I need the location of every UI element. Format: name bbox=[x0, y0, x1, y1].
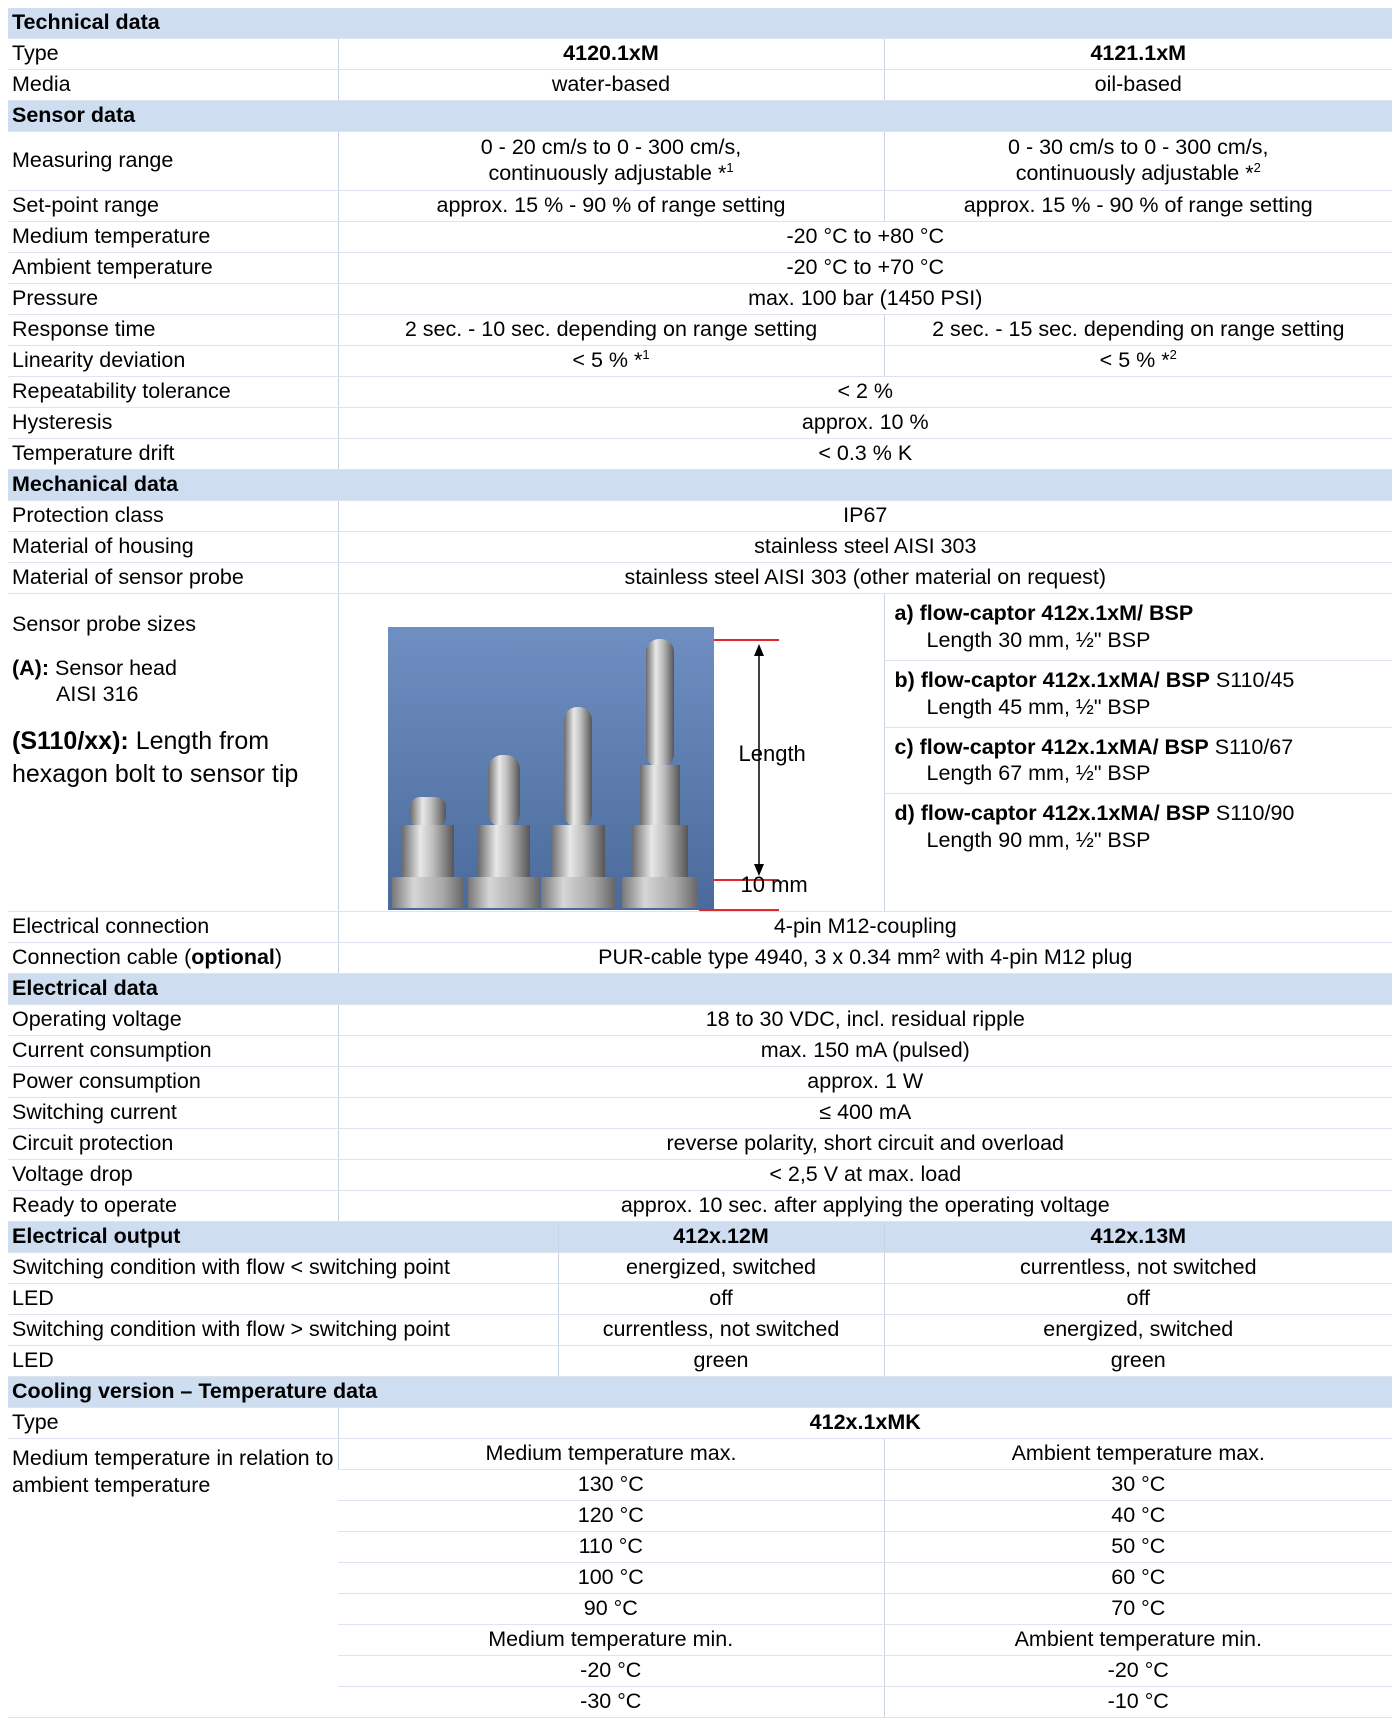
measuring-range-b: 0 - 30 cm/s to 0 - 300 cm/s, continuously adjustable *$^2$ bbox=[884, 132, 1392, 191]
ambient-max-value: 30 °C bbox=[884, 1470, 1392, 1501]
ambient-max-value: 70 °C bbox=[884, 1594, 1392, 1625]
housing-value: stainless steel AISI 303 bbox=[338, 532, 1392, 563]
ambient-temp-label: Ambient temperature bbox=[8, 253, 338, 284]
cooling-type-label: Type bbox=[8, 1408, 338, 1439]
probe-size-list bbox=[884, 594, 1392, 912]
electrical-connection-label: Electrical connection bbox=[8, 912, 338, 943]
ten-mm-label: 10 mm bbox=[740, 872, 808, 897]
linearity-a: < 5 % *$^1$ bbox=[338, 346, 884, 377]
voltage-value: 18 to 30 VDC, incl. residual ripple bbox=[338, 1005, 1392, 1036]
section-electrical-output: Electrical output bbox=[8, 1222, 558, 1253]
ambient-max-head: Ambient temperature max. bbox=[884, 1439, 1392, 1470]
voltage-label: Operating voltage bbox=[8, 1005, 338, 1036]
datasheet bbox=[8, 8, 1392, 1718]
probe-sizes-label: Sensor probe sizes bbox=[12, 612, 197, 636]
section-sensor-data: Sensor data bbox=[8, 101, 1392, 132]
type-b: 4121.1xM bbox=[884, 39, 1392, 70]
linearity-label: Linearity deviation bbox=[8, 346, 338, 377]
temp-drift-label: Temperature drift bbox=[8, 439, 338, 470]
ambient-max-value: 40 °C bbox=[884, 1501, 1392, 1532]
section-mechanical-data: Mechanical data bbox=[8, 470, 1392, 501]
circuit-protection-value: reverse polarity, short circuit and overload bbox=[338, 1129, 1392, 1160]
output-row-label: Switching condition with flow > switching point bbox=[8, 1315, 558, 1346]
output-col-b: 412x.13M bbox=[884, 1222, 1392, 1253]
output-row-label: Switching condition with flow < switching point bbox=[8, 1253, 558, 1284]
temp-drift-value: < 0.3 % K bbox=[338, 439, 1392, 470]
current-label: Current consumption bbox=[8, 1036, 338, 1067]
protection-label: Protection class bbox=[8, 501, 338, 532]
output-row-b: currentless, not switched bbox=[884, 1253, 1392, 1284]
medium-max-value: 110 °C bbox=[338, 1532, 884, 1563]
cooling-type-value: 412x.1xMK bbox=[338, 1408, 1392, 1439]
ambient-max-value: 50 °C bbox=[884, 1532, 1392, 1563]
probe-size-item: a) flow-captor 412x.1xM/ BSP Length 30 mm, ½" BSP bbox=[885, 594, 1392, 661]
setpoint-a: approx. 15 % - 90 % of range setting bbox=[338, 191, 884, 222]
legend-a: (A): Sensor head AISI 316 bbox=[12, 655, 177, 706]
response-b: 2 sec. - 15 sec. depending on range setting bbox=[884, 315, 1392, 346]
voltage-drop-value: < 2,5 V at max. load bbox=[338, 1160, 1392, 1191]
power-value: approx. 1 W bbox=[338, 1067, 1392, 1098]
ambient-temp-value: -20 °C to +70 °C bbox=[338, 253, 1392, 284]
media-a: water-based bbox=[338, 70, 884, 101]
medium-min-value: -30 °C bbox=[338, 1687, 884, 1718]
medium-max-head: Medium temperature max. bbox=[338, 1439, 884, 1470]
ambient-min-value: -10 °C bbox=[884, 1687, 1392, 1718]
section-cooling-version: Cooling version – Temperature data bbox=[8, 1377, 1392, 1408]
response-a: 2 sec. - 10 sec. depending on range setting bbox=[338, 315, 884, 346]
hysteresis-value: approx. 10 % bbox=[338, 408, 1392, 439]
electrical-connection-value: 4-pin M12-coupling bbox=[338, 912, 1392, 943]
type-a: 4120.1xM bbox=[338, 39, 884, 70]
power-label: Power consumption bbox=[8, 1067, 338, 1098]
housing-label: Material of housing bbox=[8, 532, 338, 563]
probe-sizes-legend bbox=[8, 594, 338, 912]
legend-s110: (S110/xx): Length from hexagon bolt to sensor tip bbox=[12, 727, 299, 788]
output-row-b: off bbox=[884, 1284, 1392, 1315]
output-row-a: green bbox=[558, 1346, 884, 1377]
medium-max-value: 90 °C bbox=[338, 1594, 884, 1625]
medium-temp-value: -20 °C to +80 °C bbox=[338, 222, 1392, 253]
hysteresis-label: Hysteresis bbox=[8, 408, 338, 439]
circuit-protection-label: Circuit protection bbox=[8, 1129, 338, 1160]
measuring-range-a: 0 - 20 cm/s to 0 - 300 cm/s, continuously adjustable *$^1$ bbox=[338, 132, 884, 191]
response-label: Response time bbox=[8, 315, 338, 346]
connection-cable-label: Connection cable (optional) bbox=[8, 943, 338, 974]
switching-current-label: Switching current bbox=[8, 1098, 338, 1129]
length-label: Length bbox=[738, 741, 806, 766]
pressure-value: max. 100 bar (1450 PSI) bbox=[338, 284, 1392, 315]
linearity-b: < 5 % *$^2$ bbox=[884, 346, 1392, 377]
switching-current-value: ≤ 400 mA bbox=[338, 1098, 1392, 1129]
measuring-range-label: Measuring range bbox=[8, 132, 338, 191]
relation-label: Medium temperature in relation to ambient temperature bbox=[8, 1439, 338, 1718]
medium-max-value: 100 °C bbox=[338, 1563, 884, 1594]
probe-material-label: Material of sensor probe bbox=[8, 563, 338, 594]
section-electrical-data: Electrical data bbox=[8, 974, 1392, 1005]
medium-min-value: -20 °C bbox=[338, 1656, 884, 1687]
protection-value: IP67 bbox=[338, 501, 1392, 532]
ambient-max-value: 60 °C bbox=[884, 1563, 1392, 1594]
output-col-a: 412x.12M bbox=[558, 1222, 884, 1253]
repeatability-label: Repeatability tolerance bbox=[8, 377, 338, 408]
output-row-label: LED bbox=[8, 1346, 558, 1377]
output-row-label: LED bbox=[8, 1284, 558, 1315]
output-row-b: green bbox=[884, 1346, 1392, 1377]
output-row-a: currentless, not switched bbox=[558, 1315, 884, 1346]
ready-label: Ready to operate bbox=[8, 1191, 338, 1222]
media-b: oil-based bbox=[884, 70, 1392, 101]
ambient-min-value: -20 °C bbox=[884, 1656, 1392, 1687]
section-technical-data: Technical data bbox=[8, 8, 1392, 39]
current-value: max. 150 mA (pulsed) bbox=[338, 1036, 1392, 1067]
output-row-b: energized, switched bbox=[884, 1315, 1392, 1346]
repeatability-value: < 2 % bbox=[338, 377, 1392, 408]
type-label: Type bbox=[8, 39, 338, 70]
pressure-label: Pressure bbox=[8, 284, 338, 315]
medium-temp-label: Medium temperature bbox=[8, 222, 338, 253]
probe-figure bbox=[338, 594, 884, 912]
output-row-a: off bbox=[558, 1284, 884, 1315]
probe-size-item: d) flow-captor 412x.1xMA/ BSP S110/90 Length 90 mm, ½" BSP bbox=[894, 801, 1295, 853]
media-label: Media bbox=[8, 70, 338, 101]
spec-table bbox=[8, 8, 1392, 1718]
medium-min-head: Medium temperature min. bbox=[338, 1625, 884, 1656]
setpoint-b: approx. 15 % - 90 % of range setting bbox=[884, 191, 1392, 222]
medium-max-value: 130 °C bbox=[338, 1470, 884, 1501]
ready-value: approx. 10 sec. after applying the operating voltage bbox=[338, 1191, 1392, 1222]
probe-size-item: c) flow-captor 412x.1xMA/ BSP S110/67 Length 67 mm, ½" BSP bbox=[885, 728, 1392, 795]
output-row-a: energized, switched bbox=[558, 1253, 884, 1284]
connection-cable-value: PUR-cable type 4940, 3 x 0.34 mm² with 4-pin M12 plug bbox=[338, 943, 1392, 974]
voltage-drop-label: Voltage drop bbox=[8, 1160, 338, 1191]
dimension-lines bbox=[339, 594, 893, 911]
probe-size-item: b) flow-captor 412x.1xMA/ BSP S110/45 Length 45 mm, ½" BSP bbox=[885, 661, 1392, 728]
ambient-min-head: Ambient temperature min. bbox=[884, 1625, 1392, 1656]
medium-max-value: 120 °C bbox=[338, 1501, 884, 1532]
setpoint-label: Set-point range bbox=[8, 191, 338, 222]
probe-material-value: stainless steel AISI 303 (other material on request) bbox=[338, 563, 1392, 594]
